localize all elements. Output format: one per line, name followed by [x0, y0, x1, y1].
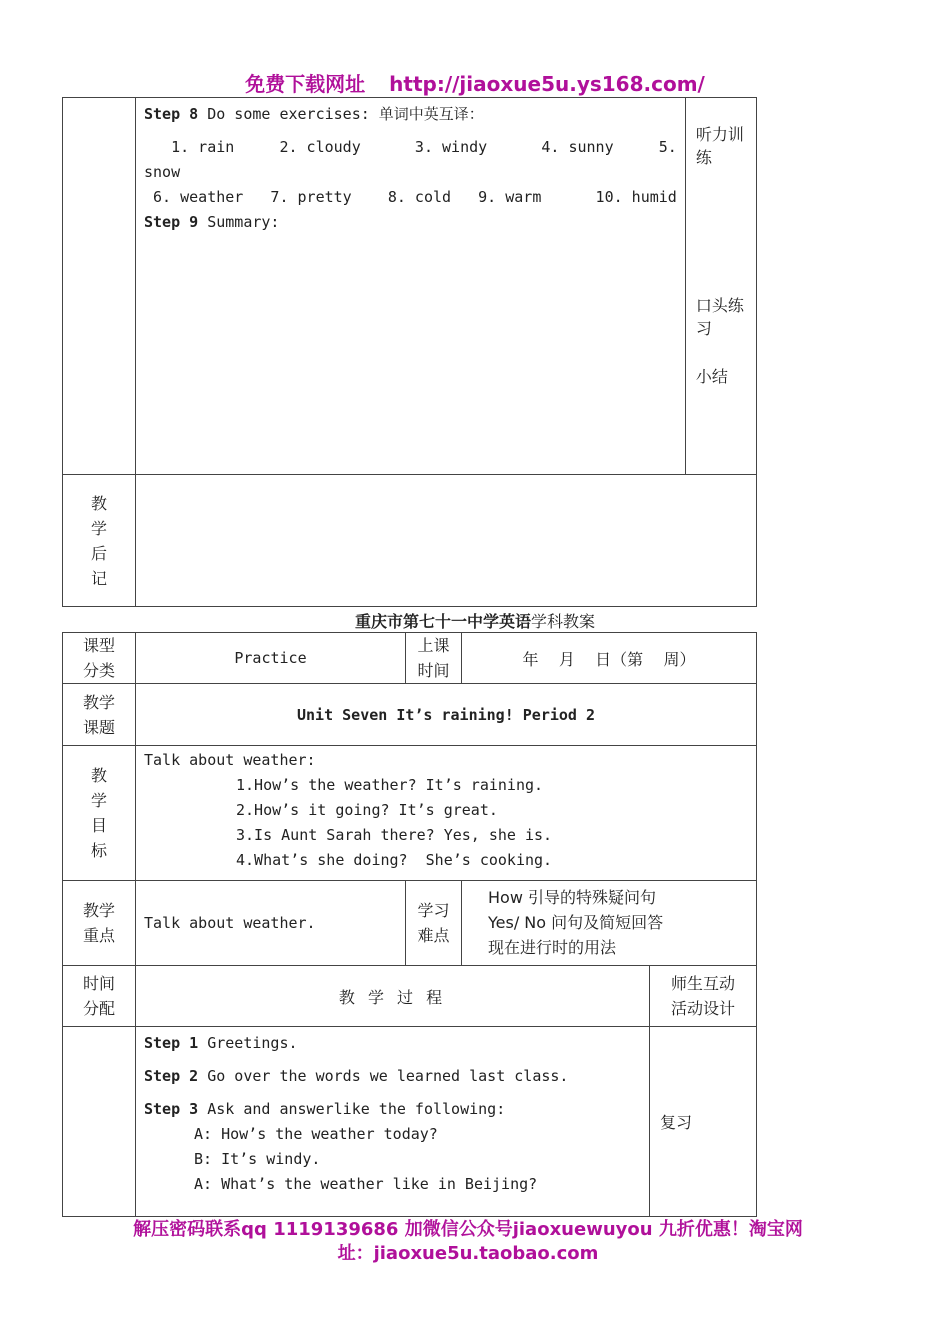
step-1: Step 1 Greetings.	[144, 1034, 298, 1052]
difficulty-3: 现在进行时的用法	[488, 938, 617, 957]
goal-2: 2.How’s it going? It’s great.	[236, 801, 498, 819]
page-footer	[88, 1218, 848, 1266]
time-alloc-label: 时间分配	[63, 966, 136, 1027]
goal-content	[136, 746, 757, 881]
key-value: Talk about weather.	[136, 881, 406, 966]
time-alloc-cell	[63, 1027, 136, 1217]
type-label: 课型分类	[63, 633, 136, 684]
steps-cell	[136, 1027, 650, 1217]
doc-title: 重庆市第七十一中学英语学科教案	[354, 612, 596, 631]
process-cell	[136, 98, 686, 475]
type-value: Practice	[136, 633, 406, 684]
process-label: 教 学 过 程	[136, 966, 650, 1027]
words-row-1: 1. rain 2. cloudy 3. windy 4. sunny 5.	[144, 138, 677, 156]
difficulty-label: 学习难点	[406, 881, 462, 966]
goal-4: 4.What’s she doing? She’s cooking.	[236, 851, 553, 869]
dialogue-1: A: How’s the weather today?	[194, 1125, 438, 1143]
top-table	[62, 97, 757, 607]
header-url-link[interactable]: http://jiaoxue5u.ys168.com/	[389, 72, 705, 96]
key-label: 教学重点	[63, 881, 136, 966]
step-3: Step 3 Ask and answerlike the following:	[144, 1100, 506, 1118]
time-cell-empty	[63, 98, 136, 475]
goal-label: 教 学 目 标	[63, 746, 136, 881]
afterword-label: 教 学 后 记	[63, 475, 136, 607]
note-listening: 听力训练	[695, 125, 744, 167]
step8: Step 8 Do some exercises: 单词中英互译：	[144, 105, 484, 123]
words-row-1b: snow	[144, 163, 181, 181]
header-label: 免费下载网址	[245, 72, 366, 96]
afterword-content	[136, 475, 757, 607]
topic-label: 教学课题	[63, 684, 136, 746]
goal-1: 1.How’s the weather? It’s raining.	[236, 776, 544, 794]
page-header	[0, 68, 950, 97]
footer-line-2[interactable]: 址：jiaoxue5u.taobao.com	[337, 1243, 599, 1264]
time-value: 年 月 日（第 周）	[462, 633, 757, 684]
note-oral: 口头练习	[695, 296, 744, 338]
dialogue-2: B: It’s windy.	[194, 1150, 321, 1168]
difficulty-2: Yes/ No 问句及简短回答	[488, 913, 664, 932]
step-2: Step 2 Go over the words we learned last class.	[144, 1067, 569, 1085]
goal-3: 3.Is Aunt Sarah there? Yes, she is.	[236, 826, 553, 844]
difficulty-content	[462, 881, 757, 966]
dialogue-3: A: What’s the weather like in Beijing?	[194, 1175, 538, 1193]
words-row-2: 6. weather 7. pretty 8. cold 9. warm 10. humid	[144, 188, 677, 206]
step9: Step 9 Summary:	[144, 213, 280, 231]
difficulty-1: How 引导的特殊疑问句	[488, 888, 656, 907]
time-label: 上课时间	[406, 633, 462, 684]
topic-value: Unit Seven It’s raining! Period 2	[136, 684, 757, 746]
goal-intro: Talk about weather:	[144, 751, 316, 769]
lesson-table	[62, 632, 757, 1217]
review-note: 复习	[650, 1027, 757, 1217]
notes-cell	[685, 98, 756, 475]
interaction-label: 师生互动活动设计	[650, 966, 757, 1027]
note-summary: 小结	[695, 367, 728, 386]
footer-line-1: 解压密码联系qq 1119139686 加微信公众号jiaoxuewuyou 九折优惠！淘宝网	[133, 1219, 803, 1240]
